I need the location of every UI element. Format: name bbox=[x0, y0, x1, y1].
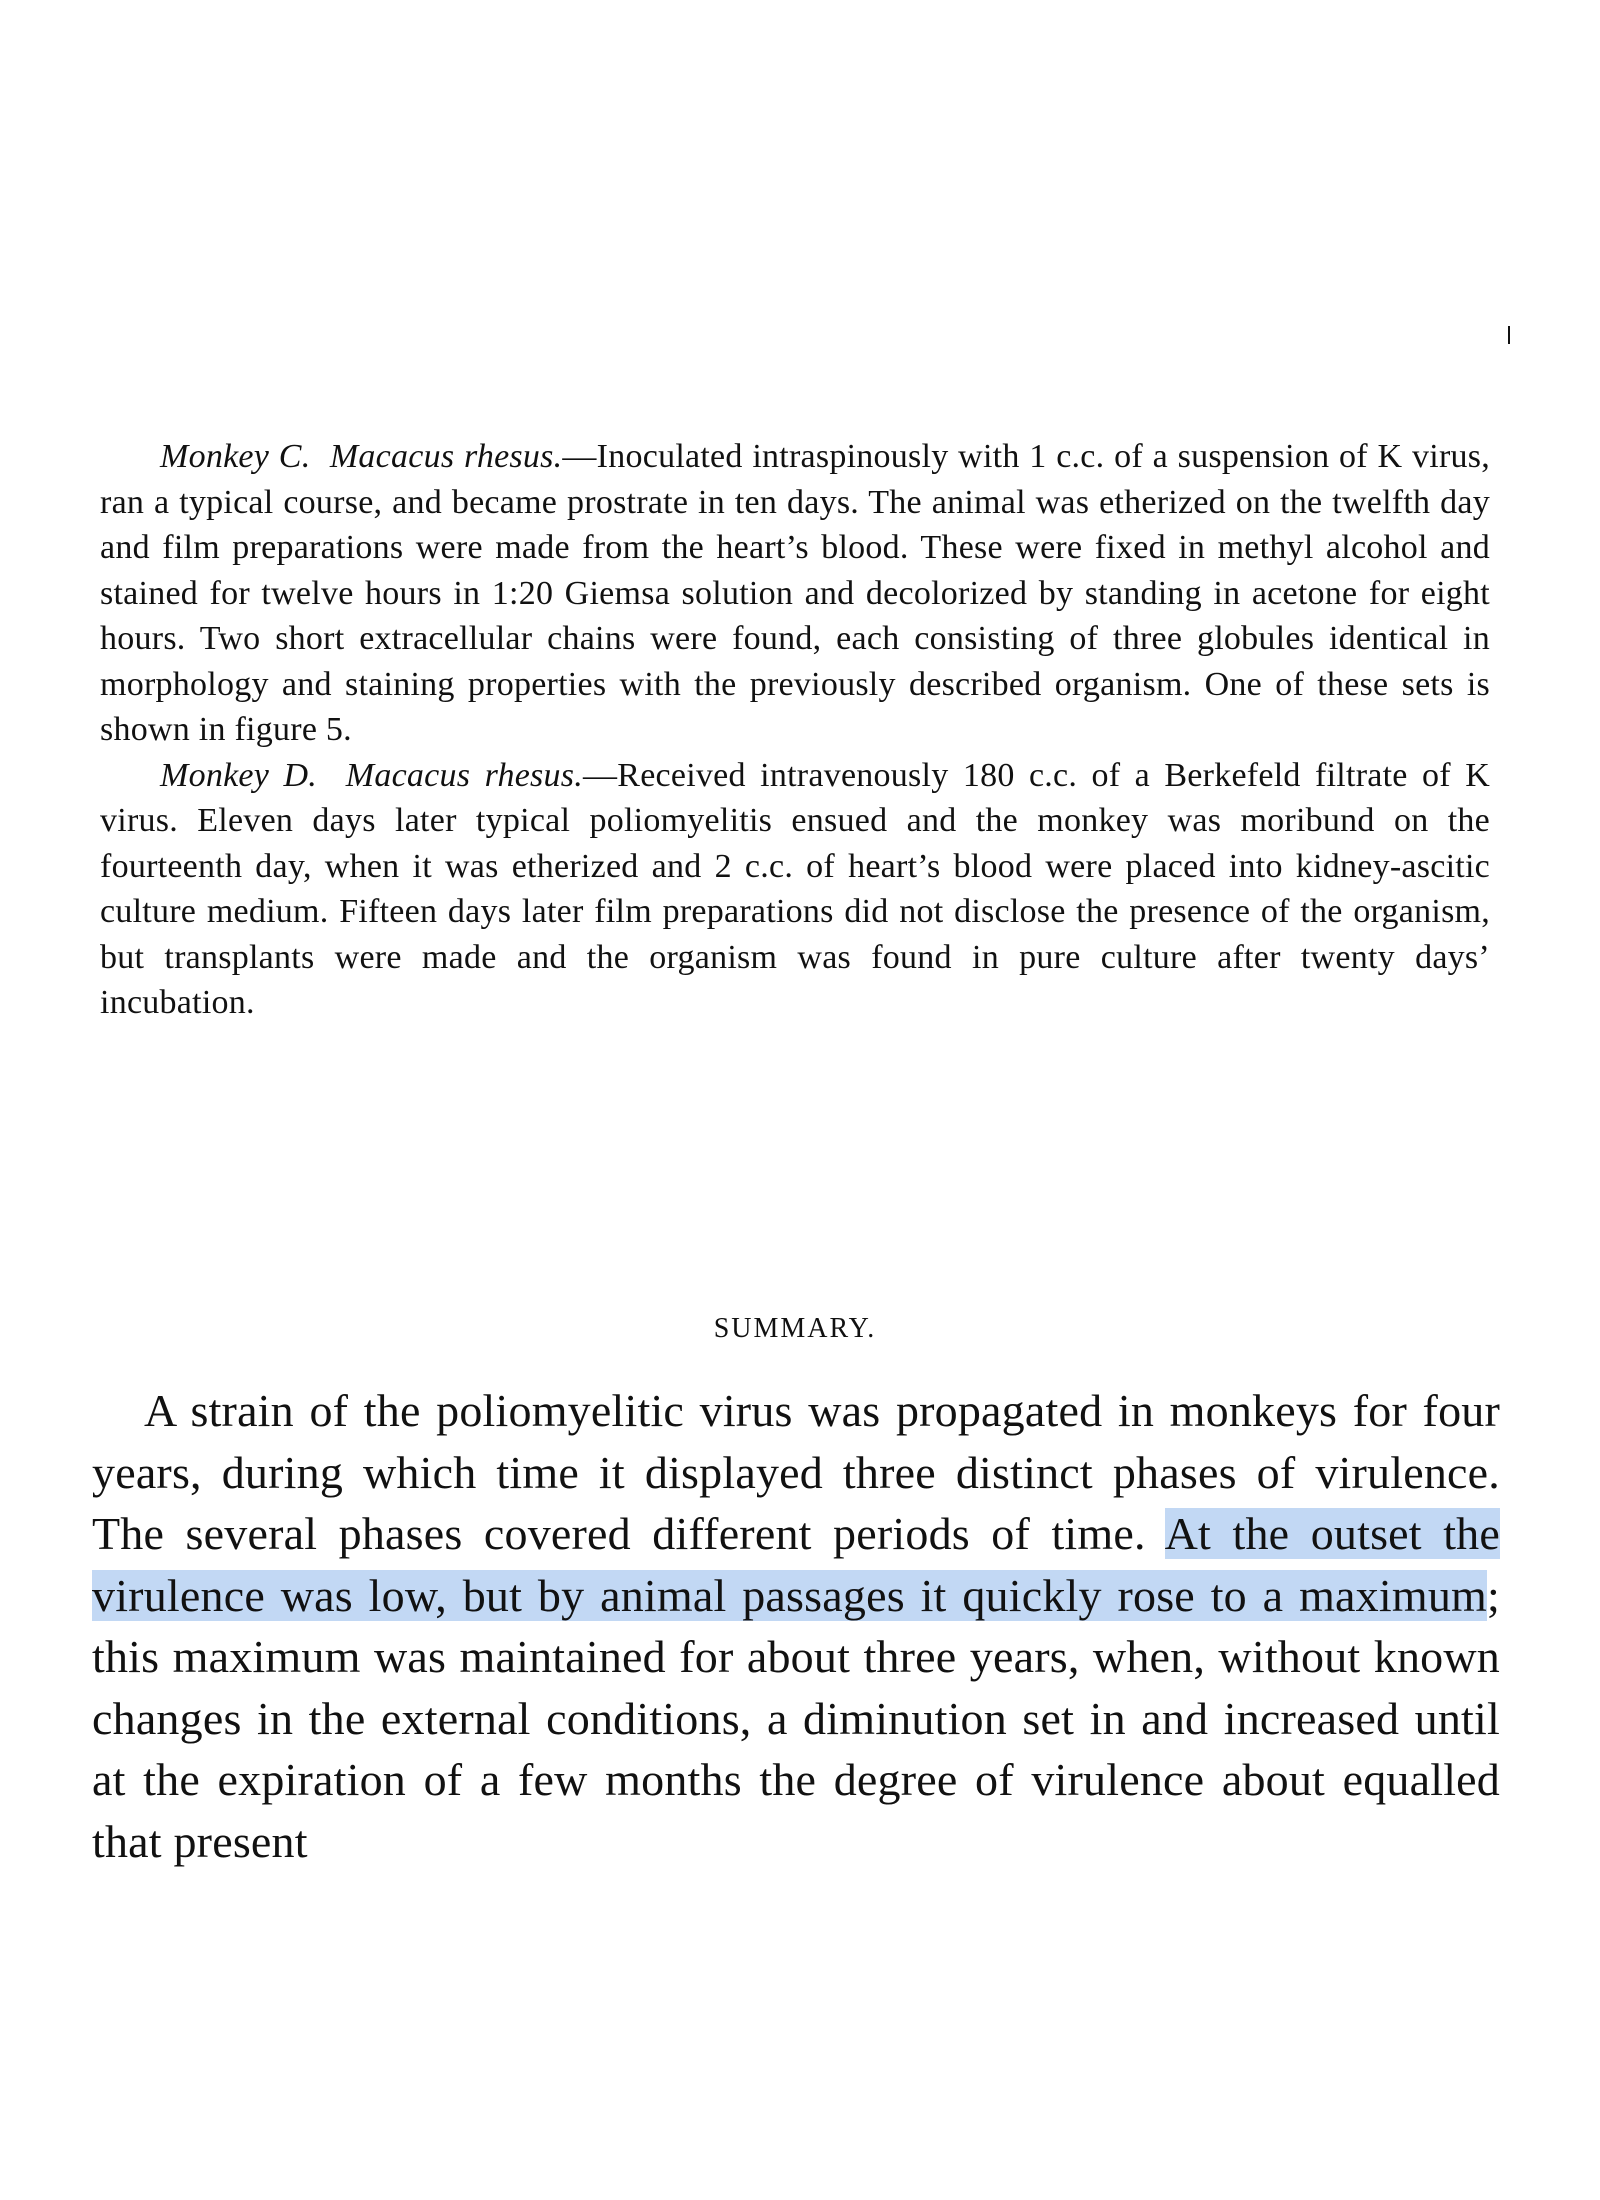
monkey-c-text: —Inoculated intraspinously with 1 c.c. of a suspension of K virus, ran a typical course, and became prostrate in ten days. The animal was etherized on the twelfth day and film preparations were made from the heart’s blood. These were fixed in methyl alcohol and stained for twelve hours in 1:20 Giemsa solution and decolorized by standing in acetone for eight hours. Two short extracellular chains were found, each consisting of three globules identical in morphology and staining properties with the previously described organism. One of these sets is shown in figure 5. bbox=[100, 438, 1490, 748]
monkey-d-species: Macacus rhesus. bbox=[345, 756, 584, 794]
page-mark bbox=[1508, 326, 1510, 344]
paragraph-monkey-c bbox=[100, 434, 1490, 753]
monkey-d-text: —Received intravenously 180 c.c. of a Berkefeld filtrate of K virus. Eleven days later typical poliomyelitis ensued and the monkey was moribund on the fourteenth day, when it was etherized and 2 c.c. of heart’s blood were placed into kidney-ascitic culture medium. Fifteen days later film preparations did not disclose the presence of the organism, but transplants were made and the organism was found in pure culture after twenty days’ incubation. bbox=[100, 756, 1491, 1021]
summary-text-before: A strain of the poliomyelitic virus was propagated in monkeys for four years, during which time it displayed three distinct phases of virulence. The several phases covered different periods of time. bbox=[92, 1385, 1500, 1559]
summary-paragraph bbox=[92, 1380, 1500, 1872]
summary-body bbox=[92, 1380, 1500, 1872]
highlighted-text-selection[interactable]: At the outset the virulence was low, but by animal passages it quickly rose to a maximum bbox=[92, 1508, 1500, 1621]
summary-heading: SUMMARY. bbox=[713, 1313, 877, 1344]
summary-text-after: ; this maximum was maintained for about three years, when, without known changes in the external conditions, a diminution set in and increased until at the expiration of a few months the degree of virulence about equalled that present bbox=[92, 1569, 1500, 1867]
monkey-c-species: Macacus rhesus. bbox=[329, 438, 563, 475]
experiment-notes bbox=[100, 434, 1490, 1026]
paragraph-monkey-d bbox=[100, 753, 1490, 1026]
monkey-d-label: Monkey D. bbox=[160, 756, 318, 794]
monkey-c-label: Monkey C. bbox=[160, 438, 311, 475]
